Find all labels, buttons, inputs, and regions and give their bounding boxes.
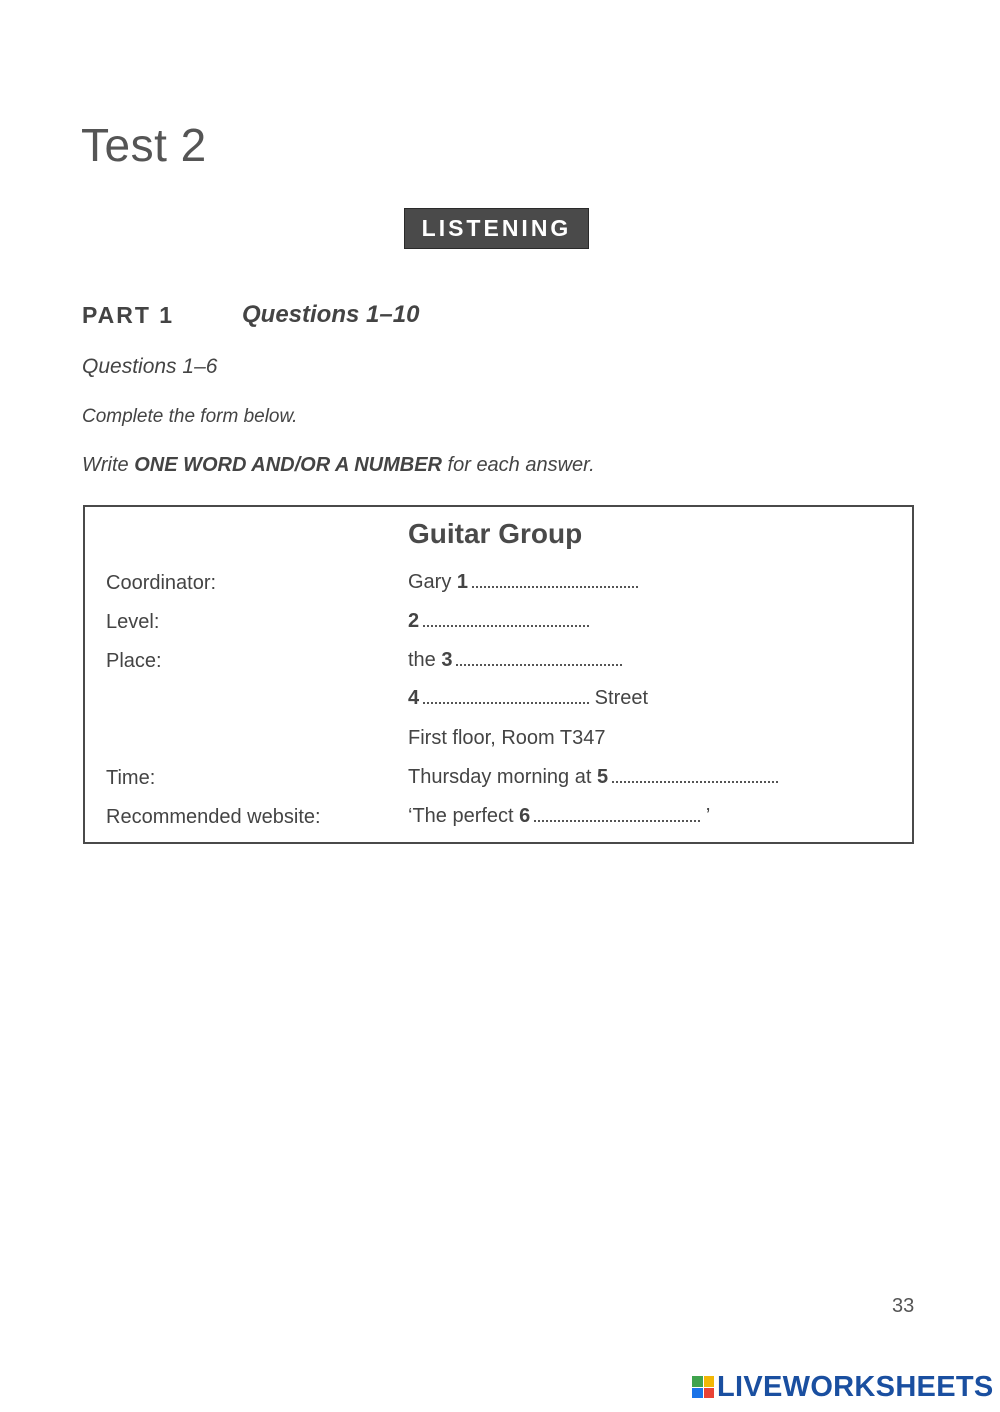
section-banner: LISTENING [404, 208, 589, 249]
answer-blank-4[interactable] [423, 700, 589, 704]
question-number: 4 [408, 687, 420, 709]
form-title: Guitar Group [408, 518, 583, 549]
row-suffix: Street [589, 687, 649, 709]
brand-name: LIVEWORKSHEETS [717, 1370, 994, 1403]
question-number: 5 [596, 766, 609, 788]
row-prefix: Gary [408, 571, 457, 593]
row-label-place: Place: [106, 650, 162, 672]
row-label-time: Time: [106, 767, 156, 789]
liveworksheets-logo-icon [692, 1376, 714, 1398]
answer-blank-5[interactable] [612, 779, 778, 783]
row-value-room: First floor, Room T347 [408, 727, 606, 749]
page-number: 33 [892, 1295, 915, 1317]
row-prefix: the [408, 649, 442, 671]
part-questions-range: Questions 1–10 [242, 301, 420, 328]
row-value-website [408, 805, 710, 828]
row-value-level [408, 610, 589, 633]
answer-blank-6[interactable] [534, 818, 700, 822]
row-label-level: Level: [106, 611, 160, 633]
instruction-write-pre: Write [82, 454, 135, 476]
instruction-write-emphasis: ONE WORD AND/OR A NUMBER [134, 454, 442, 476]
page-title: Test 2 [81, 119, 207, 171]
sub-questions-range: Questions 1–6 [82, 355, 218, 378]
part-label: PART 1 [82, 302, 175, 328]
row-label-website: Recommended website: [106, 806, 321, 828]
row-label-coordinator: Coordinator: [106, 572, 217, 594]
row-value-time [408, 766, 778, 789]
answer-blank-1[interactable] [472, 584, 638, 588]
row-prefix: ‘The perfect [408, 805, 520, 827]
row-value-street [408, 687, 648, 710]
instruction-complete: Complete the form below. [82, 406, 298, 427]
answer-blank-2[interactable] [423, 623, 589, 627]
answer-blank-3[interactable] [456, 662, 622, 666]
question-number: 1 [456, 571, 469, 593]
question-number: 2 [408, 610, 420, 632]
row-value-coordinator [408, 571, 638, 594]
instruction-write-post: for each answer. [441, 454, 595, 476]
form-box [83, 505, 914, 844]
question-number: 3 [441, 649, 453, 671]
row-prefix: Thursday morning at [408, 766, 597, 788]
question-number: 6 [519, 805, 531, 827]
liveworksheets-branding[interactable] [692, 1372, 994, 1402]
instruction-write [82, 454, 595, 477]
row-value-place [408, 649, 622, 672]
row-suffix: ’ [700, 805, 711, 827]
